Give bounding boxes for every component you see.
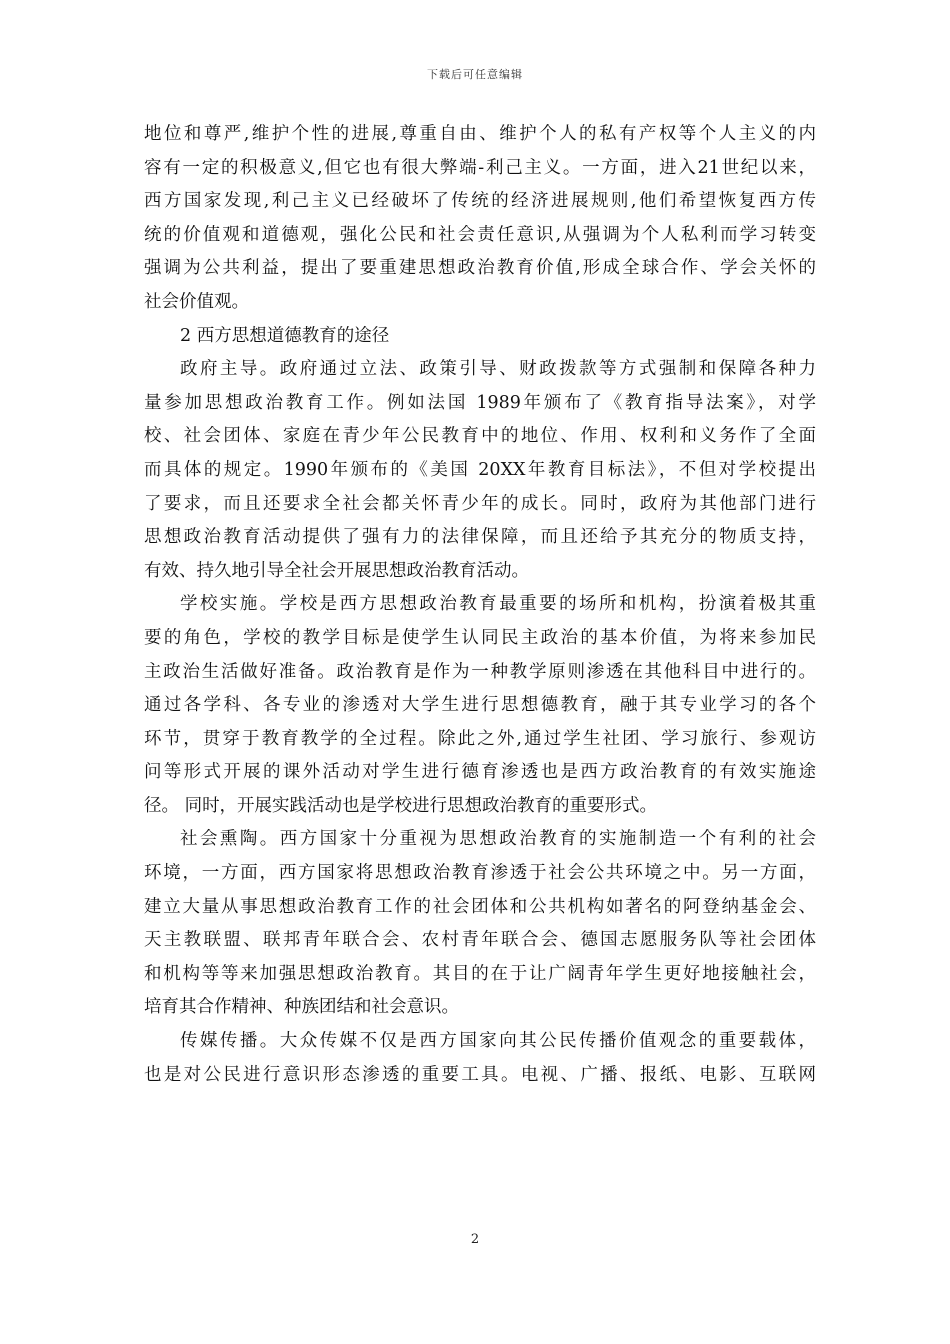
text-line: 社会价值观。 — [144, 291, 249, 312]
page-header: 下载后可任意编辑 — [427, 68, 523, 81]
document-body — [144, 118, 816, 1092]
text-line: 通过各学科、各专业的渗透对大学生进行思想德教育，融于其专业学习的各个 — [144, 695, 816, 716]
text-line: 社会熏陶。西方国家十分重视为思想政治教育的实施制造一个有利的社会 — [180, 829, 816, 850]
text-line: 问等形式开展的课外活动对学生进行德育渗透也是西方政治教育的有效实施途 — [144, 762, 816, 783]
text-line: 西方国家发现,利己主义已经破坏了传统的经济进展规则,他们希望恢复西方传 — [144, 191, 816, 212]
text-line: 径。 同时，开展实践活动也是学校进行思想政治教育的重要形式。 — [144, 795, 658, 816]
text-line: 培育其合作精神、种族团结和社会意识。 — [144, 997, 459, 1018]
text-line: 要的角色，学校的教学目标是使学生认同民主政治的基本价值，为将来参加民 — [144, 627, 816, 648]
text-line: 传媒传播。大众传媒不仅是西方国家向其公民传播价值观念的重要载体， — [180, 1031, 816, 1052]
text-line: 容有一定的积极意义,但它也有很大弊端-利己主义。一方面，进入21世纪以来， — [144, 157, 816, 178]
text-line: 和机构等等来加强思想政治教育。其目的在于让广阔青年学生更好地接触社会， — [144, 963, 816, 984]
text-line: 思想政治教育活动提供了强有力的法律保障，而且还给予其充分的物质支持， — [144, 527, 816, 548]
text-line: 量参加思想政治教育工作。例如法国 1989年颁布了《教育指导法案》，对学 — [144, 392, 816, 413]
text-line: 2 西方思想道德教育的途径 — [180, 325, 390, 346]
text-line: 也是对公民进行意识形态渗透的重要工具。电视、广播、报纸、电影、互联网 — [144, 1064, 816, 1085]
text-line: 建立大量从事思想政治教育工作的社会团体和公共机构如著名的阿登纳基金会、 — [144, 896, 816, 917]
page-number: 2 — [470, 1232, 480, 1247]
text-line: 环节，贯穿于教育教学的全过程。除此之外,通过学生社团、学习旅行、参观访 — [144, 728, 816, 749]
text-line: 有效、持久地引导全社会开展思想政治教育活动。 — [144, 560, 529, 581]
text-line: 天主教联盟、联邦青年联合会、农村青年联合会、德国志愿服务队等社会团体 — [144, 930, 816, 951]
text-line: 了要求，而且还要求全社会都关怀青少年的成长。同时，政府为其他部门进行 — [144, 493, 816, 514]
text-line: 学校实施。学校是西方思想政治教育最重要的场所和机构，扮演着极其重 — [180, 594, 816, 615]
text-line: 统的价值观和道德观，强化公民和社会责任意识,从强调为个人私利而学习转变 — [144, 224, 816, 245]
text-line: 环境，一方面，西方国家将思想政治教育渗透于社会公共环境之中。另一方面， — [144, 863, 816, 884]
text-line: 政府主导。政府通过立法、政策引导、财政拨款等方式强制和保障各种力 — [180, 359, 816, 380]
text-line: 校、社会团体、家庭在青少年公民教育中的地位、作用、权利和义务作了全面 — [144, 426, 816, 447]
text-line: 强调为公共利益，提出了要重建思想政治教育价值,形成全球合作、学会关怀的 — [144, 258, 816, 279]
text-line: 而具体的规定。1990年颁布的《美国 20XX年教育目标法》，不但对学校提出 — [144, 459, 816, 480]
text-line: 主政治生活做好准备。政治教育是作为一种教学原则渗透在其他科目中进行的。 — [144, 661, 816, 682]
text-line: 地位和尊严,维护个性的进展,尊重自由、维护个人的私有产权等个人主义的内 — [144, 124, 816, 144]
